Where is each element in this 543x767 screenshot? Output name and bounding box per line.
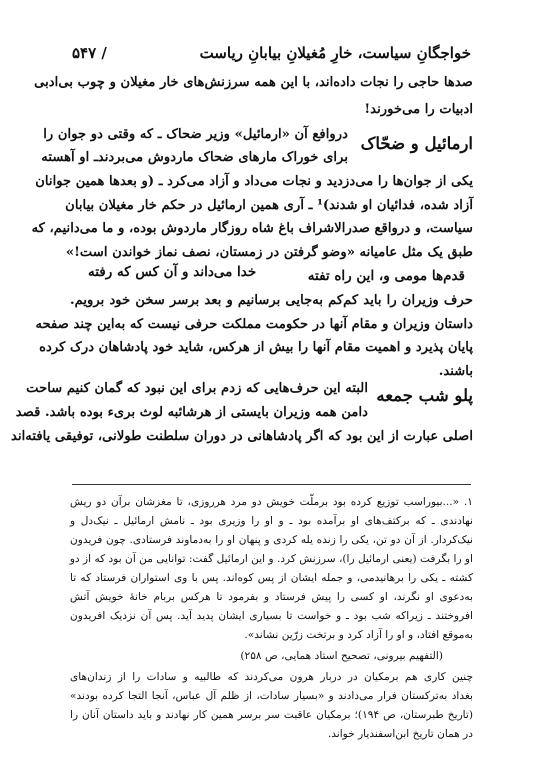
body-line: طبق یک مثل عامیانه «وضو گرفتن در زمستان، نصف نماز خواندن است!» [65,245,473,260]
footnote-citation: (التفهیم بیرونی، تصحیح استاد همایی، ص ۲۵۸) [240,650,443,662]
body-line: البته این حرف‌هایی که زدم برای این نبود که گمان کنیم ساحت [26,381,368,396]
body-line: صدها حاجی را نجات داده‌اند، با این همه سرزنش‌های خار مغیلان و چوب بی‌ادبی [34,75,473,90]
footnote-rule [72,484,471,485]
verse-left: خدا می‌داند و آن کس که رفته [88,264,257,280]
body-line: دامن همه وزیران بایستی از هرشائبه لوث بریء بوده باشد. قصد [15,405,368,420]
body-line: آزاد شده، فدائیان او شدند)¹ ـ آری همین ارمائیل در حکم خار مغیلان بیابان [65,198,473,213]
footnote-line: (تاریخ طبرستان، ص ۱۹۴)؛ برمکیان عاقبت سر برسر همین کار نهادند و باید داستان آنان را [70,709,473,721]
page-separator: / [101,44,107,62]
running-title: خواجگانِ سیاست، خارِ مُغیلانِ بیابانِ ریاست [199,44,471,62]
footnote-line: به‌دعوی او نگرند، او کسی را پیش فرستاد و بفرمود تا هرکس بربام خانهٔ خویش آتش [70,591,473,603]
body-line: پایان پذیرد و اهمیت مقام آنها را بیش از هرکس، شاید خود پادشاهان درک کرده [39,340,473,355]
section-heading-pilow: پلو شب جمعه [376,386,473,405]
footnote-line: کشته ـ یکی را برهانیدمی، و جمله ایشان از پس کوه‌اند. پس با وی استواران فرستاد که تا [70,572,473,584]
running-header [72,44,471,62]
footnote-line: چنین کاری هم برمکیان در دربار هرون می‌کردند که طالبیه و سادات را از زندان‌های [70,671,473,683]
footnote-line: او را بگرفت (یعنی ارمائیل را)، سرزنش کرد. و این ارمائیل گفت: توانایی من آن بود که از دو [69,553,473,565]
body-line: داستان وزیران و مقام آنها در حکومت مملکت حرفی نیست که به‌این چند صفحه [35,317,473,332]
footnote-line: به‌موقع افتاد، و او را آزاد کرد و برتخت زرّین نشاند». [244,629,473,641]
page-number: ۵۴۷ [72,44,97,62]
footnote-line: در همان تاریخ ابن‌اسفندیار خواند. [327,728,473,740]
footnote-line: نهادندی ـ که برکتف‌های او برآمده بود ـ و او را وزیری بود ـ نامش ارمائیل ـ نیک‌دل و [70,515,473,527]
body-line: برای خوراک مارهای ضحاک ماردوش می‌بردند‌ـ او آهسته [41,150,348,165]
section-heading-armail: ارمائیل و ضحّاک [360,134,473,153]
body-line: دروافع آن «ارمائیل» وزیر ضحاک ـ که وقتی دو جوان را [43,127,348,142]
footnote-line: ۱. «...بیوراسب توزیع کرده بود برملّت خویش دو مرد هرروزی، تا مغزشان برآن دو ریش [70,496,473,508]
footnote-line: افروختند ـ زیراکه شب بود ـ و خواست تا بسیاری ایشان پدید آید. پس آن نزدیک افریدون [70,610,473,622]
footnote-line: نیک‌کردار. از آن دو تن، یکی را زنده یله کردی و پنهان او را به‌دماوند فرستادی. چون فریدون [70,534,473,546]
page-number-group [72,44,107,62]
body-line: باشند. [438,364,473,379]
footnote-line: بغداد به‌ترکستان فرار می‌دادند و «بسیار سادات، از ظلم آل عباس، آنجا التجا کرده بودند» [70,690,473,702]
body-line: ادبیات را می‌خورند! [364,102,473,117]
verse-right: قدم‌ها مومی و، این راه تفته [307,268,465,284]
body-line: یکی از جوان‌ها را می‌دزدید و نجات می‌داد و آزاد می‌کرد ـ (و بعدها همین جوانان [35,174,473,189]
body-line: سیاست، و درواقع صدرالاشراف باغ شاه روزگار ماردوش بوده، و ما می‌دانیم، که [31,221,473,236]
body-line: اصلی عبارت از این بود که اگر پادشاهانی در دوران سلطنت طولانی، توفیقی یافته‌اند [11,429,473,444]
body-line: حرف وزیران را باید کم‌کم به‌جایی برسانیم و بعد بر‌سر سخن خود برویم. [70,293,473,308]
